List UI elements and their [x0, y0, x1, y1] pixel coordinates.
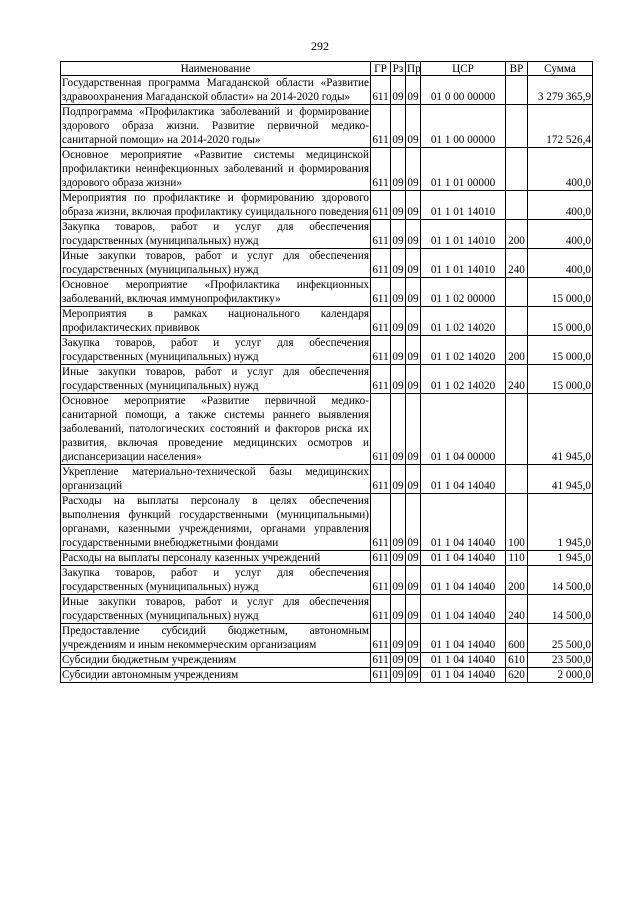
table-row — [61, 668, 593, 683]
cell-gr: 611 — [372, 654, 389, 666]
cell-sum: 1 945,0 — [528, 551, 593, 566]
table-row — [61, 191, 593, 220]
cell-pr: 09 — [406, 105, 421, 148]
cell-sum: 41 945,0 — [528, 394, 593, 465]
cell-name: Предоставление субсидий бюджетным, автономным учреждениям и иным некоммерческим организациям — [62, 625, 369, 651]
cell-vr — [506, 105, 528, 148]
cell-csr: 01 1 04 14040 — [421, 653, 506, 668]
cell-pr: 09 — [406, 365, 421, 394]
cell-rz: 09 — [391, 595, 406, 624]
cell-sum: 15 000,0 — [528, 278, 593, 307]
cell-csr: 01 1 01 14010 — [421, 249, 506, 278]
cell-vr — [506, 148, 528, 191]
cell-vr: 100 — [506, 494, 528, 551]
cell-rz: 09 — [391, 307, 406, 336]
cell-csr: 01 1 04 14040 — [421, 551, 506, 566]
table-row — [61, 624, 593, 653]
cell-name: Основное мероприятие «Развитие системы медицинской профилактики неинфекционных заболеваний и формирования здорового образа жизни» — [62, 149, 369, 189]
cell-vr — [506, 465, 528, 494]
cell-pr: 09 — [406, 624, 421, 653]
cell-gr: 611 — [371, 307, 391, 336]
cell-name: Расходы на выплаты персоналу в целях обеспечения выполнения функций государственными (муниципальными) органами, казенными учреждениями, органами управления государственными внебюджетными фондами — [62, 495, 369, 549]
header-rz: Рз — [391, 62, 406, 76]
cell-vr: 200 — [506, 566, 528, 595]
cell-vr: 200 — [506, 220, 528, 249]
cell-name: Иные закупки товаров, работ и услуг для обеспечения государственных (муниципальных) нужд — [62, 366, 369, 392]
cell-sum: 25 500,0 — [528, 624, 593, 653]
cell-sum: 41 945,0 — [528, 465, 593, 494]
cell-sum: 15 000,0 — [528, 336, 593, 365]
cell-csr: 01 1 01 14010 — [421, 220, 506, 249]
cell-rz: 09 — [391, 494, 406, 551]
cell-sum: 1 945,0 — [528, 494, 593, 551]
cell-gr: 611 — [371, 76, 391, 105]
table-row — [61, 148, 593, 191]
cell-vr — [506, 76, 528, 105]
cell-csr: 01 1 02 14020 — [421, 365, 506, 394]
cell-sum: 14 500,0 — [528, 566, 593, 595]
cell-rz: 09 — [391, 220, 406, 249]
cell-name: Закупка товаров, работ и услуг для обеспечения государственных (муниципальных) нужд — [62, 337, 369, 363]
cell-csr: 01 1 04 00000 — [421, 394, 506, 465]
cell-gr: 611 — [371, 220, 391, 249]
cell-csr: 01 1 02 00000 — [421, 278, 506, 307]
cell-csr: 01 1 04 14040 — [421, 624, 506, 653]
table-row — [61, 278, 593, 307]
table-row — [61, 307, 593, 336]
header-vr: ВР — [506, 62, 528, 76]
cell-gr: 611 — [371, 566, 391, 595]
cell-gr: 611 — [371, 278, 391, 307]
page-number: 292 — [311, 39, 329, 53]
cell-name: Государственная программа Магаданской области «Развитие здравоохранения Магаданской области» на 2014-2020 годы» — [62, 77, 369, 103]
cell-name: Мероприятия по профилактике и формированию здорового образа жизни, включая профилактику суицидального поведения — [62, 192, 369, 218]
cell-pr: 09 — [406, 278, 421, 307]
header-pr: Пр — [407, 62, 421, 75]
cell-vr: 610 — [506, 653, 528, 668]
cell-gr: 611 — [372, 552, 389, 564]
table-row — [61, 336, 593, 365]
cell-sum: 15 000,0 — [528, 307, 593, 336]
cell-pr: 09 — [406, 494, 421, 551]
cell-gr: 611 — [371, 595, 391, 624]
cell-pr: 09 — [407, 552, 419, 564]
cell-rz: 09 — [391, 105, 406, 148]
table-row — [61, 394, 593, 465]
cell-gr: 611 — [371, 105, 391, 148]
cell-csr: 01 1 04 14040 — [421, 668, 506, 683]
cell-vr: 240 — [506, 595, 528, 624]
cell-name: Основное мероприятие «Развитие первичной медико-санитарной помощи, а также системы раннего выявления заболеваний, патологических состояний и факторов риска их развития, включая проведение медицинских осмотров и диспансеризации населения» — [62, 395, 369, 463]
cell-name: Расходы на выплаты персоналу казенных учреждений — [61, 551, 371, 566]
table-row — [61, 220, 593, 249]
cell-pr: 09 — [406, 566, 421, 595]
cell-vr — [506, 394, 528, 465]
cell-pr: 09 — [406, 307, 421, 336]
cell-pr: 09 — [406, 191, 421, 220]
cell-csr: 01 1 00 00000 — [421, 105, 506, 148]
cell-vr: 240 — [506, 365, 528, 394]
cell-sum: 2 000,0 — [528, 668, 593, 683]
cell-name: Подпрограмма «Профилактика заболеваний и формирование здорового образа жизни. Развитие первичной медико-санитарной помощи» на 2014-2020 годы» — [62, 106, 369, 146]
cell-name: Основное мероприятие «Профилактика инфекционных заболеваний, включая иммунопрофилактику» — [62, 279, 369, 305]
cell-pr: 09 — [406, 465, 421, 494]
cell-pr: 09 — [406, 394, 421, 465]
table-row — [61, 365, 593, 394]
cell-gr: 611 — [371, 365, 391, 394]
cell-rz: 09 — [391, 278, 406, 307]
cell-rz: 09 — [391, 191, 406, 220]
cell-gr: 611 — [371, 148, 391, 191]
cell-pr: 09 — [406, 336, 421, 365]
cell-pr: 09 — [407, 654, 419, 666]
table-row — [61, 566, 593, 595]
cell-rz: 09 — [391, 394, 406, 465]
cell-name: Субсидии автономным учреждениям — [61, 668, 371, 683]
cell-gr: 611 — [371, 494, 391, 551]
cell-vr: 600 — [506, 624, 528, 653]
cell-vr — [506, 191, 528, 220]
cell-gr: 611 — [371, 394, 391, 465]
cell-vr: 200 — [506, 336, 528, 365]
cell-sum: 172 526,4 — [528, 105, 593, 148]
header-row — [61, 62, 593, 76]
cell-pr: 09 — [406, 220, 421, 249]
table-row — [61, 653, 593, 668]
cell-sum: 400,0 — [528, 191, 593, 220]
cell-gr: 611 — [371, 465, 391, 494]
cell-sum: 15 000,0 — [528, 365, 593, 394]
cell-pr: 09 — [406, 249, 421, 278]
cell-csr: 01 1 02 14020 — [421, 336, 506, 365]
cell-vr — [506, 307, 528, 336]
cell-name: Субсидии бюджетным учреждениям — [61, 653, 371, 668]
cell-sum: 400,0 — [528, 220, 593, 249]
cell-sum: 14 500,0 — [528, 595, 593, 624]
cell-rz: 09 — [392, 552, 404, 564]
cell-gr: 611 — [372, 669, 389, 681]
cell-sum: 3 279 365,9 — [528, 76, 593, 105]
cell-csr: 01 1 01 14010 — [421, 191, 506, 220]
cell-csr: 01 1 04 14040 — [421, 595, 506, 624]
cell-csr: 01 1 02 14020 — [421, 307, 506, 336]
cell-rz: 09 — [392, 669, 404, 681]
cell-vr: 620 — [506, 668, 528, 683]
cell-csr: 01 0 00 00000 — [421, 76, 506, 105]
header-sum: Сумма — [528, 62, 593, 76]
cell-rz: 09 — [391, 465, 406, 494]
budget-table — [60, 61, 593, 683]
cell-name: Укрепление материально-технической базы медицинских организаций — [62, 466, 369, 492]
header-name: Наименование — [61, 62, 371, 76]
header-gr: ГР — [371, 62, 391, 76]
cell-vr: 240 — [506, 249, 528, 278]
cell-name: Иные закупки товаров, работ и услуг для обеспечения государственных (муниципальных) нужд — [62, 596, 369, 622]
cell-sum: 23 500,0 — [528, 653, 593, 668]
table-row — [61, 465, 593, 494]
cell-rz: 09 — [392, 654, 404, 666]
cell-pr: 09 — [407, 669, 419, 681]
cell-gr: 611 — [371, 249, 391, 278]
cell-vr: 110 — [506, 551, 528, 566]
cell-rz: 09 — [391, 624, 406, 653]
cell-name: Иные закупки товаров, работ и услуг для обеспечения государственных (муниципальных) нужд — [62, 250, 369, 276]
cell-name: Закупка товаров, работ и услуг для обеспечения государственных (муниципальных) нужд — [62, 567, 369, 593]
cell-name: Мероприятия в рамках национального календаря профилактических прививок — [62, 308, 369, 334]
cell-pr: 09 — [406, 595, 421, 624]
cell-pr: 09 — [406, 76, 421, 105]
cell-rz: 09 — [391, 365, 406, 394]
cell-gr: 611 — [371, 624, 391, 653]
table-row — [61, 551, 593, 566]
cell-csr: 01 1 04 14040 — [421, 465, 506, 494]
cell-rz: 09 — [391, 249, 406, 278]
table-row — [61, 76, 593, 105]
cell-vr — [506, 278, 528, 307]
table-row — [61, 249, 593, 278]
table-row — [61, 494, 593, 551]
cell-sum: 400,0 — [528, 148, 593, 191]
cell-pr: 09 — [406, 148, 421, 191]
cell-csr: 01 1 04 14040 — [421, 566, 506, 595]
header-csr: ЦСР — [421, 62, 506, 76]
cell-name: Закупка товаров, работ и услуг для обеспечения государственных (муниципальных) нужд — [62, 221, 369, 247]
table-row — [61, 595, 593, 624]
cell-csr: 01 1 04 14040 — [421, 494, 506, 551]
cell-gr: 611 — [371, 336, 391, 365]
cell-gr: 611 — [371, 191, 391, 220]
cell-rz: 09 — [391, 336, 406, 365]
cell-rz: 09 — [391, 566, 406, 595]
cell-rz: 09 — [391, 76, 406, 105]
cell-rz: 09 — [391, 148, 406, 191]
cell-sum: 400,0 — [528, 249, 593, 278]
cell-csr: 01 1 01 00000 — [421, 148, 506, 191]
table-row — [61, 105, 593, 148]
